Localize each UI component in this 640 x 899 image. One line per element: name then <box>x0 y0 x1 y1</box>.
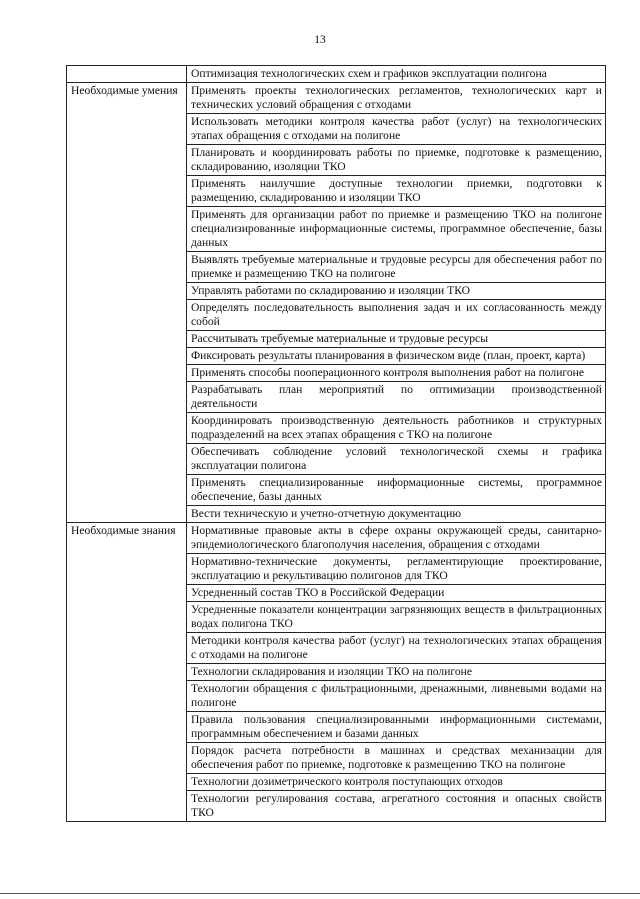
table-row <box>67 83 606 114</box>
item-cell: Усредненный состав ТКО в Российской Федерации <box>187 585 606 602</box>
item-cell: Обеспечивать соблюдение условий технологической схемы и графика эксплуатации полигона <box>187 444 606 475</box>
item-cell: Вести техническую и учетно-отчетную документацию <box>187 506 606 523</box>
item-cell: Применять наилучшие доступные технологии приемки, подготовки к размещению, складированию и изоляции ТКО <box>187 176 606 207</box>
category-cell <box>67 66 187 83</box>
item-cell: Методики контроля качества работ (услуг) на технологических этапах обращения с отходами на полигоне <box>187 633 606 664</box>
scan-edge-line <box>0 893 640 894</box>
item-cell: Порядок расчета потребности в машинах и средствах механизации для обеспечения работ по приемке, подготовке к размещению ТКО на полигоне <box>187 743 606 774</box>
item-cell: Технологии регулирования состава, агрегатного состояния и опасных свойств ТКО <box>187 791 606 822</box>
section-title: Необходимые знания <box>67 523 187 822</box>
page-number: 13 <box>314 34 326 46</box>
item-cell: Применять специализированные информационные системы, программное обеспечение, базы данных <box>187 475 606 506</box>
item-cell: Технологии дозиметрического контроля поступающих отходов <box>187 774 606 791</box>
table-row <box>67 66 606 83</box>
section-title: Необходимые умения <box>67 83 187 523</box>
requirements-table <box>66 65 606 822</box>
item-cell: Применять проекты технологических регламентов, технологических карт и технических условий обращения с отходами <box>187 83 606 114</box>
item-cell: Управлять работами по складированию и изоляции ТКО <box>187 283 606 300</box>
item-cell: Фиксировать результаты планирования в физическом виде (план, проект, карта) <box>187 348 606 365</box>
item-cell: Применять способы пооперационного контроля выполнения работ на полигоне <box>187 365 606 382</box>
item-cell: Планировать и координировать работы по приемке, подготовке к размещению, складированию, изоляции ТКО <box>187 145 606 176</box>
item-cell: Выявлять требуемые материальные и трудовые ресурсы для обеспечения работ по приемке и размещению ТКО на полигоне <box>187 252 606 283</box>
table-row <box>67 523 606 554</box>
item-cell: Рассчитывать требуемые материальные и трудовые ресурсы <box>187 331 606 348</box>
item-cell: Оптимизация технологических схем и графиков эксплуатации полигона <box>187 66 606 83</box>
item-cell: Нормативные правовые акты в сфере охраны окружающей среды, санитарно-эпидемиологического благополучия населения, обращения с отходами <box>187 523 606 554</box>
item-cell: Технологии складирования и изоляции ТКО на полигоне <box>187 664 606 681</box>
item-cell: Технологии обращения с фильтрационными, дренажными, ливневыми водами на полигоне <box>187 681 606 712</box>
item-cell: Разрабатывать план мероприятий по оптимизации производственной деятельности <box>187 382 606 413</box>
item-cell: Нормативно-технические документы, регламентирующие проектирование, эксплуатацию и рекультивацию полигонов для ТКО <box>187 554 606 585</box>
item-cell: Применять для организации работ по приемке и размещению ТКО на полигоне специализированные информационные системы, программное обеспечение, базы данных <box>187 207 606 252</box>
item-cell: Определять последовательность выполнения задач и их согласованность между собой <box>187 300 606 331</box>
item-cell: Правила пользования специализированными информационными системами, программным обеспечением и базами данных <box>187 712 606 743</box>
item-cell: Использовать методики контроля качества работ (услуг) на технологических этапах обращения с отходами на полигоне <box>187 114 606 145</box>
item-cell: Усредненные показатели концентрации загрязняющих веществ в фильтрационных водах полигона ТКО <box>187 602 606 633</box>
item-cell: Координировать производственную деятельность работников и структурных подразделений на всех этапах обращения с ТКО на полигоне <box>187 413 606 444</box>
